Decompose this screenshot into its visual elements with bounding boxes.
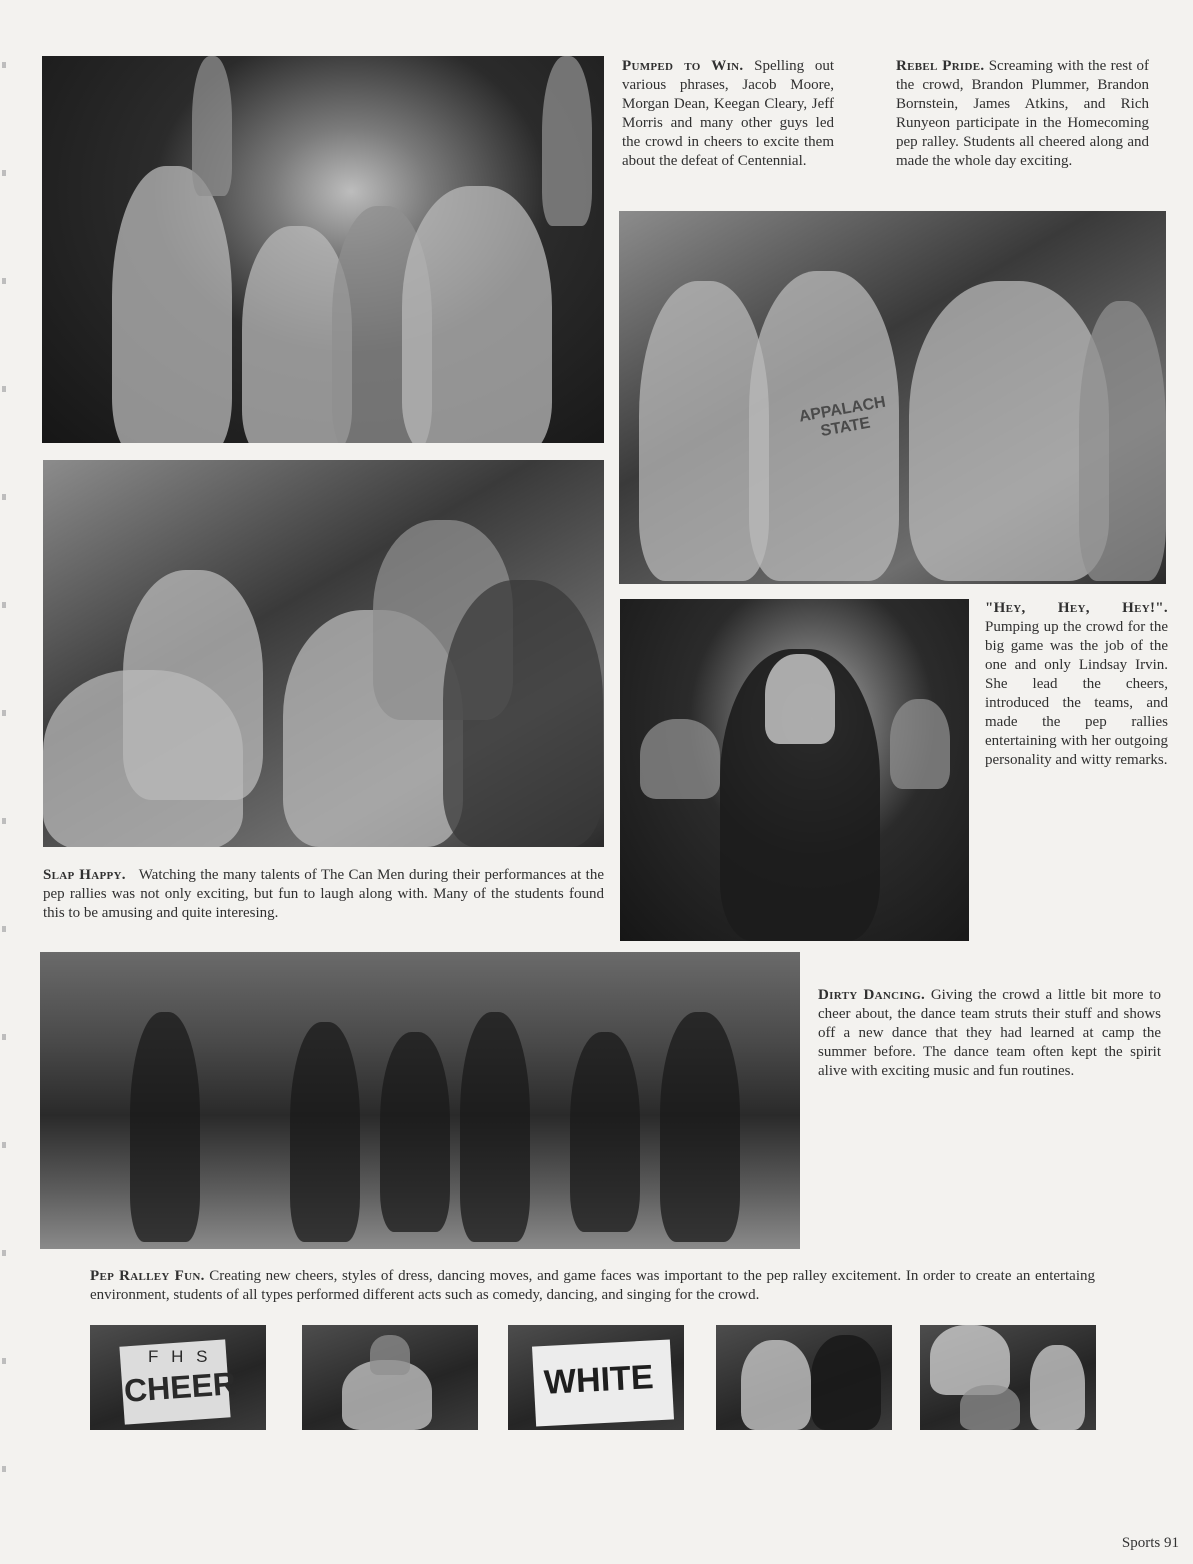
caption-title: Slap Happy. xyxy=(43,867,126,883)
binding-marks xyxy=(0,0,10,1564)
photo-rebel-pride xyxy=(619,211,1166,584)
caption-title: Rebel Pride. xyxy=(896,58,985,74)
shirt-text: APPALACH STATE xyxy=(797,393,888,441)
caption-body: Creating new cheers, styles of dress, dancing moves, and game faces was important to the pep ralley excitement. In order to create an entertaing environment, students of all types performed different acts such as comedy, dancing, and singing for the crowd. xyxy=(90,1268,1096,1303)
photo-slap-happy xyxy=(43,460,604,847)
caption-body: Screaming with the rest of the crowd, Brandon Plummer, Brandon Bornstein, James Atkins, and Rich Runyeon participate in the Homecoming pep ralley. Students all cheered along and made the whole day exciting. xyxy=(896,58,1149,169)
sign-cheer: CHEER xyxy=(122,1365,238,1409)
page-number: 91 xyxy=(1164,1535,1179,1551)
caption-body: Giving the crowd a little bit more to cheer about, the dance team struts their stuff and shows off a new dance that they had learned at camp the summer before. The dance team often kept the spirit alive with exciting music and fun routines. xyxy=(818,987,1161,1079)
caption-slap-happy xyxy=(43,866,608,923)
caption-title: Pumped to Win. xyxy=(622,58,744,74)
caption-title: Dirty Dancing. xyxy=(818,987,926,1003)
photo-hey-hey-hey xyxy=(620,599,969,941)
caption-title: Pep Ralley Fun. xyxy=(90,1268,205,1284)
caption-rebel-pride xyxy=(896,57,1149,171)
caption-body: Pumping up the crowd for the big game was the job of the one and only Lindsay Irvin. She lead the cheers, introduced the teams, and made the pep rallies entertaining with her outgoing personality and witty remarks. xyxy=(985,619,1168,768)
sign-white: WHITE xyxy=(543,1358,655,1402)
sign-fhs: F H S xyxy=(148,1347,212,1366)
caption-hey-hey-hey xyxy=(985,599,1168,770)
photo-strip-cheer-sign xyxy=(90,1325,266,1430)
page-footer xyxy=(1122,1535,1179,1552)
caption-body: Spelling out various phrases, Jacob Moore, Morgan Dean, Keegan Cleary, Jeff Morris and many other guys led the crowd in cheers to excite them about the defeat of Centennial. xyxy=(622,58,835,169)
photo-pumped-to-win xyxy=(42,56,604,443)
photo-strip-white-sign xyxy=(508,1325,684,1430)
caption-pep-ralley-fun xyxy=(90,1267,1095,1305)
caption-body: Watching the many talents of The Can Men during their performances at the pep rallies was not only exciting, but fun to laugh along with. Many of the students found this to be amusing and quite interesing. xyxy=(43,867,608,921)
caption-dirty-dancing xyxy=(818,986,1161,1081)
photo-strip-students xyxy=(716,1325,892,1430)
caption-title: "Hey, Hey, Hey!". xyxy=(985,600,1168,616)
photo-strip-student xyxy=(302,1325,478,1430)
photo-dirty-dancing xyxy=(40,952,800,1249)
photo-strip-pompoms xyxy=(920,1325,1096,1430)
section-name: Sports xyxy=(1121,1535,1161,1551)
caption-pumped-to-win xyxy=(622,57,834,171)
